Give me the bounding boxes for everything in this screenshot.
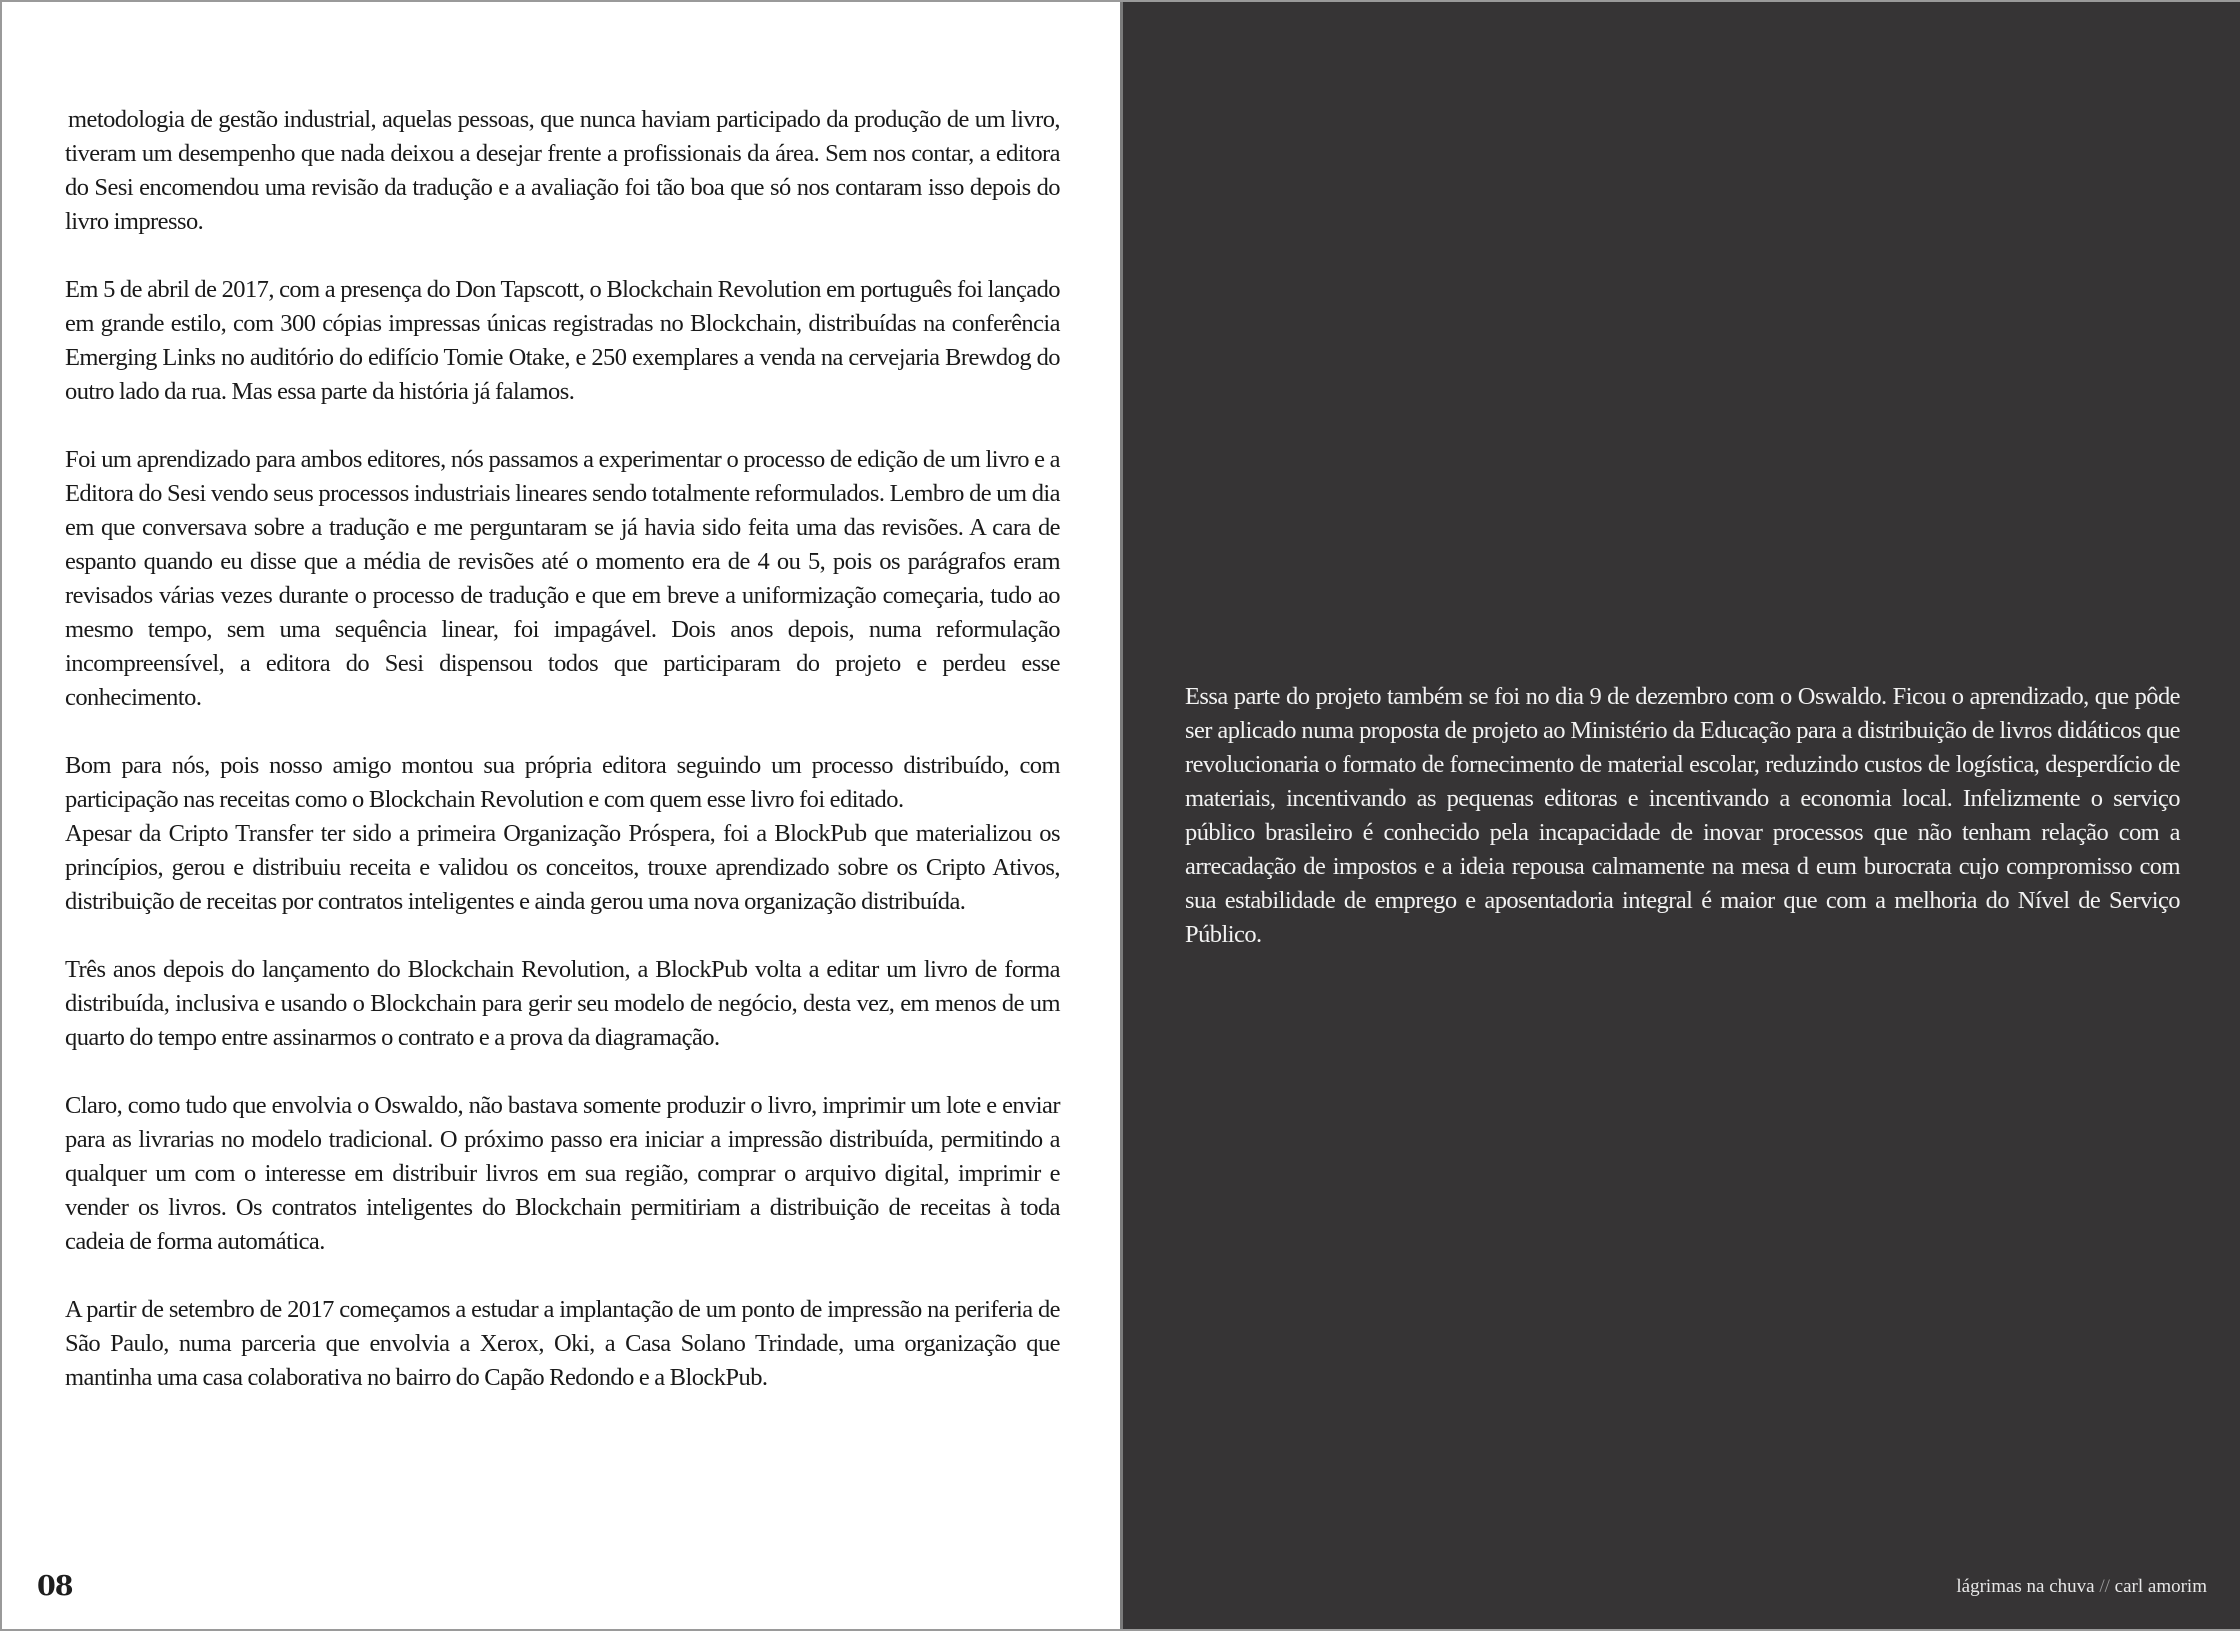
paragraph: Foi um aprendizado para ambos editores, nós passamos a experimentar o processo de edição de um livro e a Editora do Sesi vendo seus processos industriais lineares sendo totalmente reformulados. Lembro de um dia em que conversava sobre a tradução e me perguntaram se já havia sido feita uma das revisões. A cara de espanto quando eu disse que a média de revisões até o momento era de 4 ou 5, pois os parágrafos eram revisados várias vezes durante o processo de tradução e que em breve a uniformização começaria, tudo ao mesmo tempo, sem uma sequência linear, foi impagável. Dois anos depois, numa reformulação incompreensível, a editora do Sesi dispensou todos que participaram do projeto e perdeu esse conhecimento. [65,446,1060,711]
paragraph: Essa parte do projeto também se foi no dia 9 de dezembro com o Oswaldo. Ficou o aprendizado, que pôde ser aplicado numa proposta de projeto ao Ministério da Educação para a distribuição de livros didáticos que revolucionaria o formato de fornecimento de material escolar, reduzindo custos de logística, desperdício de materiais, incentivando as pequenas editoras e incentivando a economia local. Infelizmente o serviço público brasileiro é conhecido pela incapacidade de inovar processos que não tenham relação com a arrecadação de impostos e a ideia repousa calmamente na mesa d eum burocrata cujo compromisso com sua estabilidade de emprego e aposentadoria integral é maior que com a melhoria do Nível de Serviço Público. [1185,683,2180,948]
page-number: 08 [37,1571,73,1602]
paragraph: Claro, como tudo que envolvia o Oswaldo, não bastava somente produzir o livro, imprimir um lote e enviar para as livrarias no modelo tradicional. O próximo passo era iniciar a impressão distribuída, permitindo a qualquer um com o interesse em distribuir livros em sua região, comprar o arquivo digital, imprimir e vender os livros. Os contratos inteligentes do Blockchain permitiriam a distribuição de receitas à toda cadeia de forma automática. [65,1092,1060,1255]
running-footer [1956,1576,2207,1598]
paragraph: Três anos depois do lançamento do Blockchain Revolution, a BlockPub volta a editar um livro de forma distribuída, inclusiva e usando o Blockchain para gerir seu modelo de negócio, desta vez, em menos de um quarto do tempo entre assinarmos o contrato e a prova da diagramação. [65,956,1060,1051]
paragraph: Bom para nós, pois nosso amigo montou sua própria editora seguindo um processo distribuído, com participação nas receitas como o Blockchain Revolution e com quem esse livro foi editado. [65,752,1060,813]
right-page [1123,2,2240,1629]
book-title: lágrimas na chuva [1956,1576,2095,1597]
paragraph: metodologia de gestão industrial, aquelas pessoas, que nunca haviam participado da produção de um livro, tiveram um desempenho que nada deixou a desejar frente a profissionais da área. Sem nos contar, a editora do Sesi encomendou uma revisão da tradução e a avaliação foi tão boa que só nos contaram isso depois do livro impresso. [65,106,1060,235]
author-name: carl amorim [2114,1576,2207,1597]
left-page-body [65,103,1060,1429]
paragraph: Apesar da Cripto Transfer ter sido a primeira Organização Próspera, foi a BlockPub que materializou os princípios, gerou e distribuiu receita e validou os conceitos, trouxe aprendizado sobre os Cripto Ativos, distribuição de receitas por contratos inteligentes e ainda gerou uma nova organização distribuída. [65,820,1060,915]
right-page-body [1185,680,2180,952]
left-page [2,2,1122,1629]
footer-separator: // [2099,1576,2110,1597]
paragraph: A partir de setembro de 2017 começamos a estudar a implantação de um ponto de impressão na periferia de São Paulo, numa parceria que envolvia a Xerox, Oki, a Casa Solano Trindade, uma organização que mantinha uma casa colaborativa no bairro do Capão Redondo e a BlockPub. [65,1296,1060,1391]
paragraph: Em 5 de abril de 2017, com a presença do Don Tapscott, o Blockchain Revolution em português foi lançado em grande estilo, com 300 cópias impressas únicas registradas no Blockchain, distribuídas na conferência Emerging Links no auditório do edifício Tomie Otake, e 250 exemplares a venda na cervejaria Brewdog do outro lado da rua. Mas essa parte da história já falamos. [65,276,1060,405]
